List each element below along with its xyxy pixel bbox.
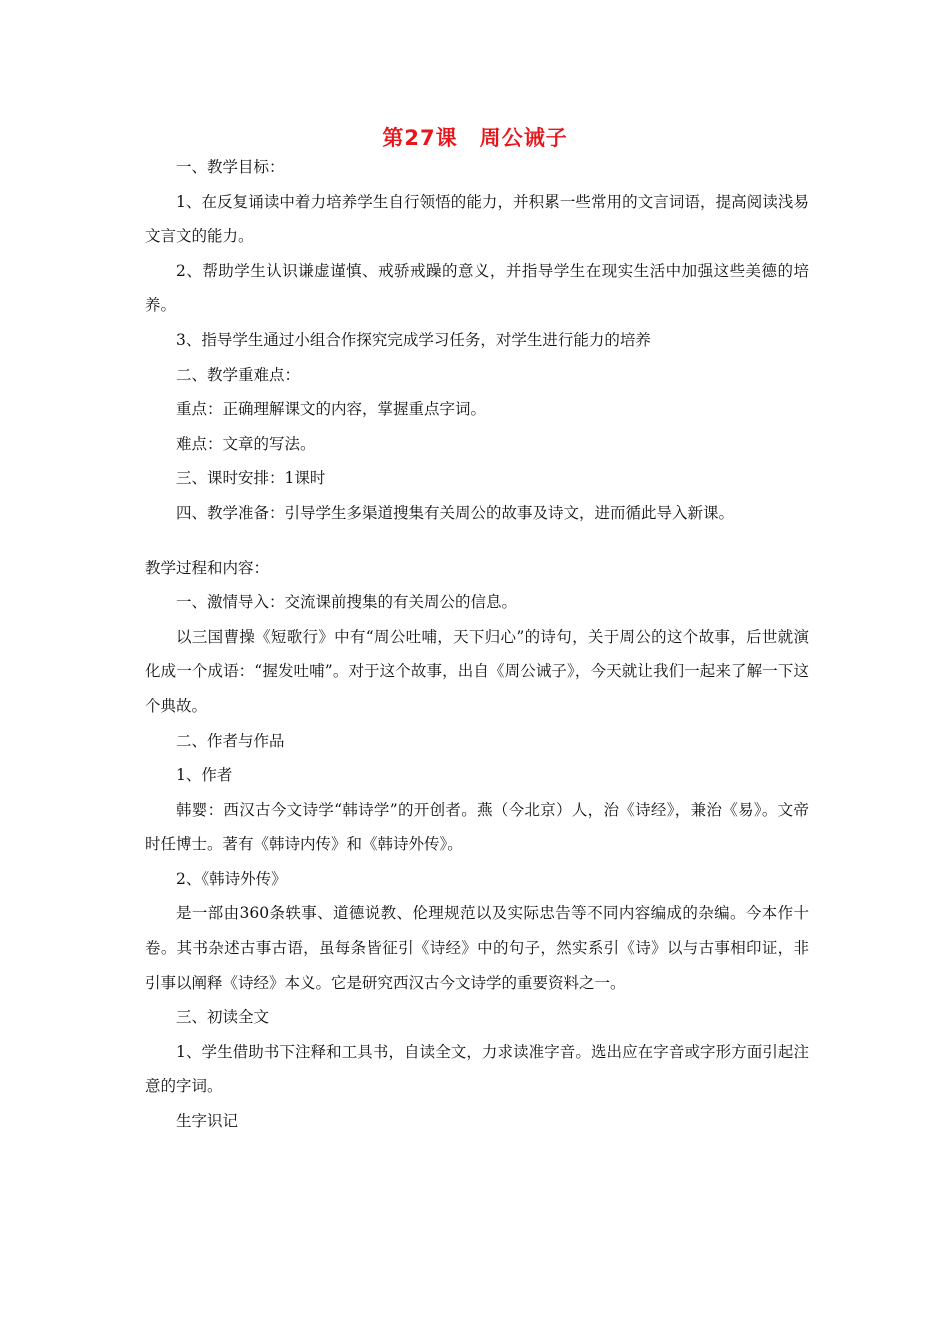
section-gap [145, 531, 809, 551]
process-heading: 教学过程和内容： [145, 558, 270, 577]
author-text: 韩婴：西汉古今文诗学“韩诗学”的开创者。燕（今北京）人，治《诗经》，兼治《易》。文帝时任博士。著有《韩诗内传》和《韩诗外传》。 [145, 800, 809, 854]
lesson-title: 第27课 周公诫子 [382, 126, 568, 150]
new-words-label: 生字识记 [176, 1112, 239, 1131]
author-section-heading: 二、作者与作品 [176, 731, 285, 750]
work-label: 2、《韩诗外传》 [176, 869, 287, 888]
work-text: 是一部由360条轶事、道德说教、伦理规范以及实际忠告等不同内容编成的杂编。今本作十卷。其书杂述古事古语，虽每条皆征引《诗经》中的句子，然实系引《诗》以与古事相印证，非引事以阐释《诗经》本义。它是研究西汉古今文诗学的重要资料之一。 [145, 904, 809, 992]
author-label: 1、作者 [176, 766, 233, 785]
keypoint-difficulty: 难点：文章的写法。 [176, 434, 316, 453]
schedule: 三、课时安排：1课时 [176, 469, 326, 488]
reading-item-1: 1、学生借助书下注释和工具书，自读全文，力求读准字音。选出应在字音或字形方面引起注意的字词。 [145, 1042, 809, 1096]
objective-item-1: 1、在反复诵读中着力培养学生自行领悟的能力，并积累一些常用的文言词语，提高阅读浅易文言文的能力。 [145, 192, 809, 246]
document-body [145, 150, 809, 1139]
intro-heading: 一、激情导入：交流课前搜集的有关周公的信息。 [176, 593, 518, 612]
objective-item-2: 2、帮助学生认识谦虚谨慎、戒骄戒躁的意义，并指导学生在现实生活中加强这些美德的培养。 [145, 261, 809, 315]
objective-item-3: 3、指导学生通过小组合作探究完成学习任务，对学生进行能力的培养 [176, 330, 651, 349]
keypoint-focus: 重点：正确理解课文的内容，掌握重点字词。 [176, 400, 487, 419]
reading-heading: 三、初读全文 [176, 1008, 270, 1027]
objectives-heading: 一、教学目标： [176, 158, 285, 176]
preparation: 四、教学准备：引导学生多渠道搜集有关周公的故事及诗文，进而循此导入新课。 [176, 503, 735, 522]
keypoints-heading: 二、教学重难点： [176, 365, 301, 384]
intro-text: 以三国曹操《短歌行》中有“周公吐哺，天下归心”的诗句，关于周公的这个故事，后世就演化成一个成语：“握发吐哺”。对于这个故事，出自《周公诫子》，今天就让我们一起来了解一下这个典故。 [145, 627, 809, 715]
